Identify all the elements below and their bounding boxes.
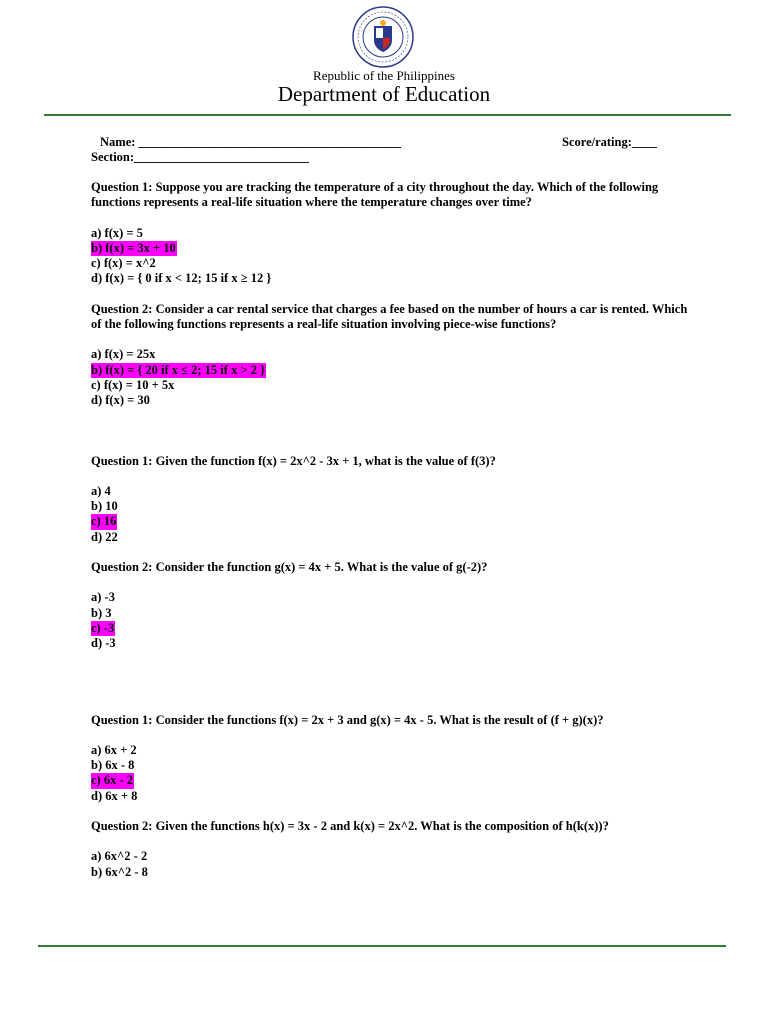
footer-divider	[38, 945, 726, 947]
deped-seal-logo	[352, 6, 414, 68]
option-c-highlighted: c) 6x - 2	[91, 773, 133, 788]
option-a: a) -3	[91, 590, 115, 605]
section-field-label: Section:____________________________	[91, 150, 310, 164]
option-b: b) 6x^2 - 8	[91, 864, 148, 879]
question-text: Question 2: Consider the function g(x) = 4x + 5. What is the value of g(-2)?	[91, 560, 488, 575]
score-field-label: Score/rating:____	[562, 135, 657, 149]
option-c-highlighted: c) 16	[91, 514, 117, 529]
option-c: c) f(x) = 10 + 5x	[91, 377, 175, 392]
republic-heading: Republic of the Philippines	[313, 68, 455, 83]
question-text: Question 2: Consider a car rental service that charges a fee based on the number of hours a car is rented. Which of the following functions represents a real-life situation involving piece-wise functions?	[91, 301, 688, 332]
question-block	[91, 560, 691, 651]
question-text: Question 2: Given the functions h(x) = 3x - 2 and k(x) = 2x^2. What is the composition of h(k(x))?	[91, 819, 609, 834]
question-block	[91, 454, 691, 545]
option-a: a) 4	[91, 483, 111, 498]
option-b: b) 6x - 8	[91, 758, 135, 773]
option-d: d) -3	[91, 636, 116, 651]
option-d: d) f(x) = 30	[91, 393, 150, 408]
question-text: Question 1: Given the function f(x) = 2x^2 - 3x + 1, what is the value of f(3)?	[91, 453, 496, 468]
name-field-label: Name: __________________________________________	[100, 135, 402, 149]
option-a: a) 6x + 2	[91, 742, 137, 757]
option-d: d) f(x) = { 0 if x < 12; 15 if x ≥ 12 }	[91, 271, 272, 286]
option-a: a) f(x) = 5	[91, 225, 143, 240]
option-d: d) 22	[91, 529, 118, 544]
option-a: a) f(x) = 25x	[91, 347, 156, 362]
option-c-highlighted: c) -3	[91, 620, 115, 635]
question-block	[91, 302, 691, 409]
question-text: Question 1: Suppose you are tracking the temperature of a city throughout the day. Which of the following functions represents a real-life situation where the temperature changes over time?	[91, 180, 659, 210]
question-block	[91, 819, 691, 880]
quiz-content	[91, 135, 691, 880]
option-b: b) 3	[91, 605, 112, 620]
question-block	[91, 713, 691, 804]
question-block	[91, 180, 691, 287]
option-b-highlighted: b) f(x) = 3x + 10	[91, 240, 176, 255]
header-divider	[44, 114, 731, 116]
option-b: b) 10	[91, 499, 118, 514]
option-b-highlighted: b) f(x) = { 20 if x ≤ 2; 15 if x > 2 }	[91, 362, 265, 377]
option-a: a) 6x^2 - 2	[91, 849, 148, 864]
department-heading: Department of Education	[277, 82, 491, 106]
option-d: d) 6x + 8	[91, 788, 138, 803]
name-score-row	[100, 135, 691, 150]
question-text: Question 1: Consider the functions f(x) = 2x + 3 and g(x) = 4x - 5. What is the result of (f + g)(x)?	[91, 712, 604, 727]
option-c: c) f(x) = x^2	[91, 256, 156, 271]
